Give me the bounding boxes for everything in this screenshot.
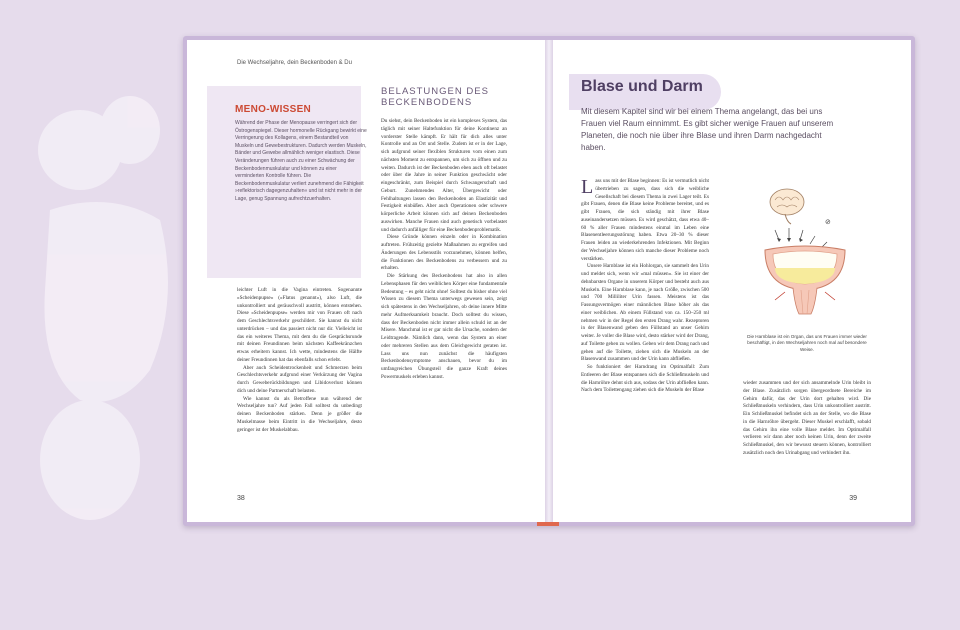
open-book [183,36,915,526]
book-spine [545,40,553,522]
paragraph: So funktioniert der Harndrang im Optimalfall: Zum Entleeren der Blase entspannen sich die Schließmuskeln und die Harnröhre dehnt sich aus, sodass der Urin abfließen kann. Nach dem Toilettengang ziehen sich die Muskeln der Blase [581,364,709,394]
paragraph: Aber auch Scheidentrockenheit und Schmerzen beim Geschlechtsverkehr aufgrund einer Verkürzung der Vagina durch Geweberückbildungen und Libidoverlust können dich und deine Partnerschaft belasten. [237,364,362,394]
left-column-2 [381,118,507,382]
paragraph: leichter Luft in die Vagina eintreten. Sogenannte »Scheidenpupse« (»Flatus genannt«), also Luft, die unkontrolliert und geräuschvoll austritt, können entstehen. Diese »Scheidenpupse« werden mir von Frauen oft nach dem Geschlechtsverkehr geschildert. Sie kannst du nicht unterdrücken – und das passiert nicht nur dir. Vielleicht ist das ein weiteres Thema, mit dem du die Gesprächsrunde mit deinen Freundinnen beim nächsten Kaffeekränzchen etwas erheitern kannst. Ich wette, mindestens die Hälfte deiner Freundinnen hat das ebenfalls schon erlebt. [237,287,362,363]
left-column-1 [237,287,362,434]
background-figure-illustration [20,70,190,540]
page-number-left: 38 [237,495,245,502]
bladder-icon [765,246,845,314]
box-text: Während der Phase der Menopause verringert sich der Östrogenspiegel. Dieser hormonelle Rückgang bewirkt eine Verringerung des Kollagens, einem Bestandteil von Muskeln und Gewebestrukturen. Dadurch werden Muskeln, Bänder und Gewebe allmählich weniger elastisch. Diese Veränderungen führen auch zu einer Schwächung der Beckenbodenmuskulatur und können zu einer verminderten Kontrolle führen. Die Beckenbodenmuskulatur verliert zunehmend die Fähigkeit »reflektorisch dagegenzuhalten« und ist nicht mehr in der Lage, genug Spannung aufrechtzuerhalten. [235,120,367,202]
left-page [187,40,545,522]
paragraph: Unsere Harnblase ist ein Hohlorgan, sie sammelt den Urin und meldet sich, wenn wir »mal müssen«. Sie ist einer der dehnbarsten Organe in unserem Körper und besteht auch aus Muskeln. Eine Harnblase kann, je nach Größe, zwischen 500 und 700 Milliliter Urin fassen. Meistens ist das Fassungsvermögen einer männlichen Blase höher als das einer weiblichen. Ab einem Füllstand von ca. 150–250 ml nehmen wir in der Regel den ersten Drang wahr. Rezeptoren in der Blasenwand geben den Füllstand an unser Gehirn weiter. Je voller die Blase wird, desto stärker wird der Drang, auf Toilette gehen zu wollen. Geben wir dem Drang nach und gehen auf die Toilette, ziehen sich die Muskeln an der Blasenwand zusammen und der Urin kann abfließen. [581,263,709,363]
right-column-2 [743,380,871,458]
meno-wissen-box [207,86,367,278]
chapter-title: Blase und Darm [581,78,703,95]
svg-text:⊘: ⊘ [825,218,831,226]
paragraph: Wie kannst du als Betroffene nun während der Wechseljahre tun? Auf jeden Fall solltest du unbedingt deinen Beckenboden stärken. Denn je größer die Muskelmasse beim Eintritt in die Wechseljahre, desto geringer ist der Muskelabbau. [237,395,362,433]
section-heading: BELASTUNGEN DES BECKENBODENS [381,86,489,108]
drop-cap: L [581,176,594,198]
brain-icon [770,189,804,224]
box-title: MENO-WISSEN [235,104,312,115]
illustration-caption: Die Harnblase ist ein Organ, das uns Frauen immer wieder beschäftigt, in den Wechseljahren noch mal auf besondere Weise. [747,334,867,352]
paragraph: Lass uns mit der Blase beginnen: Es ist vermutlich nicht übertrieben zu sagen, dass sich die weibliche Gesellschaft bei diesem Thema in zwei Lager teilt. Es gibt Frauen, denen die Blase keine Probleme bereitet, und es gibt Frauen, die sich ständig mit ihrer Blase auseinandersetzen müssen. Es wird geschätzt, dass etwa 40–60 % aller Frauen mindestens einmal im Leben eine Blasenentleerungsstörung haben. Etwa 20–30 % dieser Frauen leiden an wiederkehrenden Infektionen. Mit Beginn der Wechseljahre können sich manche dieser Probleme noch verstärken. [581,176,709,262]
paragraph: Die Stärkung des Beckenbodens hat also in allen Lebensphasen für den weiblichen Körper eine fundamentale Bedeutung – es geht nicht ohne! Solltest du bisher ohne viel Wissen zu diesem Thema unterwegs gewesen sein, zeigt sich spätestens in den Wechseljahren, ob deine innere Mitte mehr Aufmerksamkeit braucht. Doch solltest du wissen, dass der Beckenboden nicht immer allein schuld ist an der Misere. Manchmal ist er gar nicht die Ursache, sondern der Leidtragende. Nämlich dann, wenn das System an einer oder mehreren Stellen aus dem Gleichgewicht geraten ist. Lass uns nun zunächst die häufigsten Beckenbodensymptome anschauen, bevor du im umfangreichen Übungsteil die ganze Kraft deines Powermuskels erleben kannst. [381,273,507,380]
right-page [553,40,911,522]
chapter-intro: Mit diesem Kapitel sind wir bei einem Thema angelangt, das bei uns Frauen viel Raum einnimmt. Es gibt sicher wenige Frauen auf unserem Planeten, die noch nie über ihre Blase und ihren Darm nachgedacht haben. [581,107,834,152]
bladder-brain-illustration [745,180,871,320]
running-head: Die Wechseljahre, dein Beckenboden & Du [237,60,352,66]
page-number-right: 39 [849,495,857,502]
paragraph: Diese Gründe können einzeln oder in Kombination auftreten. Frühzeitig gezielte Maßnahmen zu ergreifen und Änderungen des Lebensstils vorzunehmen, können helfen, die Funktionen des Beckenbodens zu verbessern und zu erhalten. [381,234,507,272]
paragraph: Du siehst, dein Beckenboden ist ein komplexes System, das täglich mit seiner Haltefunktion für deine Kontinenz an vorderster Stelle kämpft. Er hält für dich alles unter Kontrolle und an Ort und Stelle. Zudem ist er in der Lage, sich aufgrund seiner flexiblen Strukturen vom einen zum nächsten Moment zu entspannen, um sich zu öffnen und zu weiten. Dadurch ist der Beckenboden eben auch oft belastet oder über die Jahre in seiner Funktion geschwächt oder eingeschränkt, zum Beispiel durch Schwangerschaft und Geburt. Zunehmendes Alter, Übergewicht oder Fehlhaltungen lassen den Beckenboden an Elastizität und Festigkeit einbüßen. Aber auch Operationen oder schwere körperliche Arbeit können sich auf deinen Beckenboden auswirken. Manche Frauen sind auch genetisch vorbelastet und dadurch anfälliger für eine Beckenbodenproblematik. [381,118,507,233]
right-column-1 [581,178,709,395]
paragraph: wieder zusammen und der sich ansammelnde Urin bleibt in der Blase. Zusätzlich sorgen übergeordnete Bereiche im Gehirn dafür, das der Urin dort gehalten wird. Die Schließmuskeln verhindern, dass Urin unkontrolliert austritt. Ein Schließmuskel befindet sich an der Stelle, wo die Blase in die Harnröhre übergeht. Dieser Muskel erschlafft, sobald das Gehirn ihn eine volle Blase meldet. Im Optimalfall verlieren wir dann aber noch keinen Urin, denn der zweite Schließmuskel, den wir bewusst steuern können, kontrolliert zusätzlich noch den Urinabgang und verhindert ihn. [743,380,871,456]
ribbon-marker [537,522,559,526]
